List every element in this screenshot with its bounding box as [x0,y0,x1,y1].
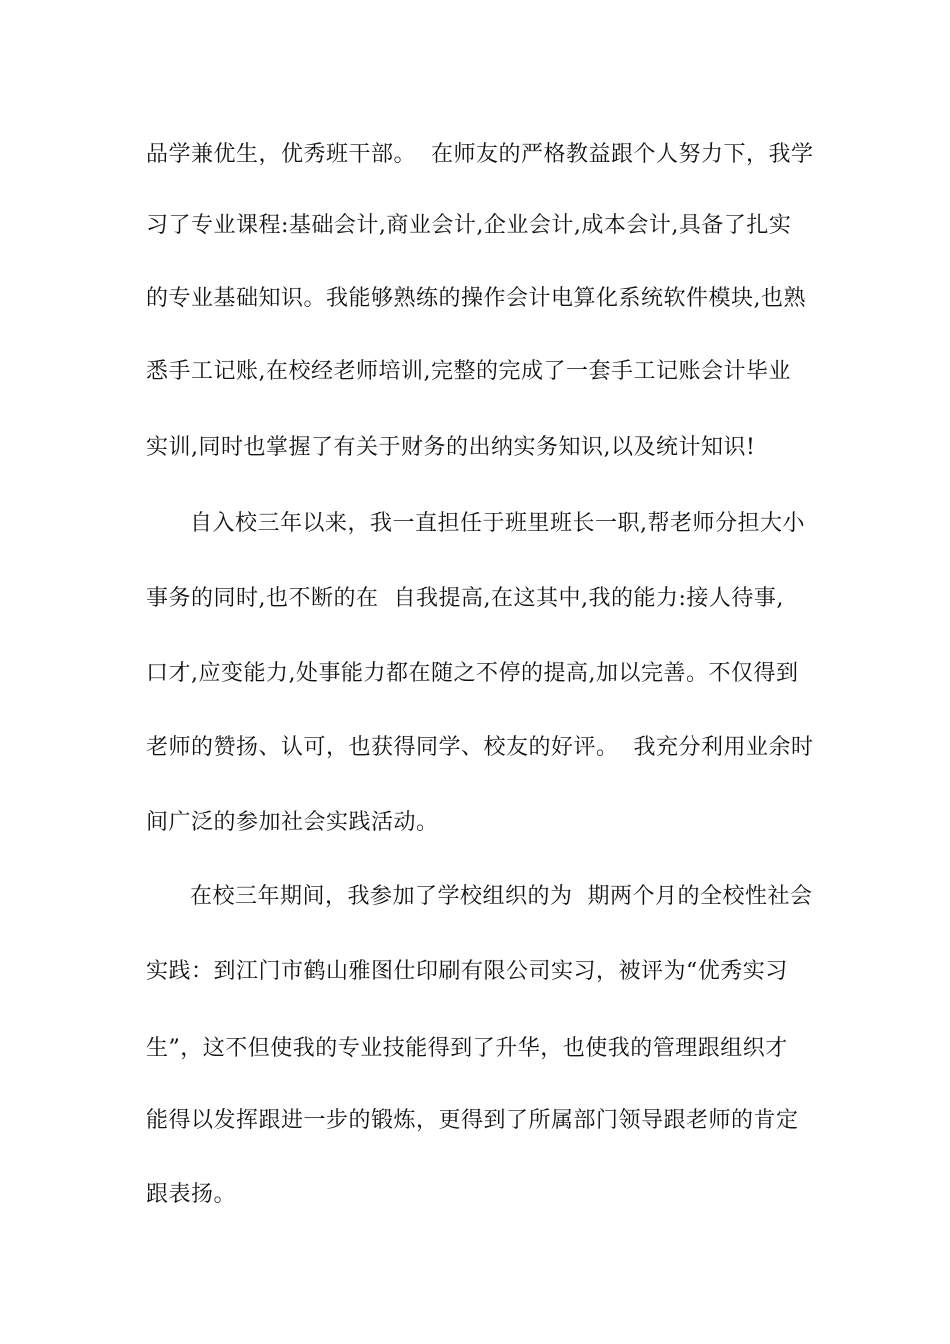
text-line: 能得以发挥跟进一步的锻炼，更得到了所属部门领导跟老师的肯定 [146,1108,799,1133]
text-line: 习了专业课程:基础会计,商业会计,企业会计,成本会计,具备了扎实 [146,213,792,238]
text-line: 在校三年期间，我参加了学校组织的为 期两个月的全校性社会 [190,884,813,909]
text-line: 品学兼优生，优秀班干部。 在师友的严格教益跟个人努力下，我学 [146,142,814,167]
text-line: 间广泛的参加社会实践活动。 [146,810,439,835]
text-line: 事务的同时,也不断的在 自我提高,在这其中,我的能力:接人待事, [146,586,784,611]
text-line: 悉手工记账,在校经老师培训,完整的完成了一套手工记账会计毕业 [146,359,791,384]
text-line: 生”，这不但使我的专业技能得到了升华，也使我的管理跟组织才 [146,1036,788,1061]
text-line: 自入校三年以来，我一直担任于班里班长一职,帮老师分担大小 [190,511,805,536]
text-line: 实践：到江门市鹤山雅图仕印刷有限公司实习，被评为“优秀实习 [146,959,788,984]
text-line: 跟表扬。 [146,1182,237,1207]
text-line: 老师的赞扬、认可，也获得同学、校友的好评。 我充分利用业余时 [146,735,814,760]
text-line: 实训,同时也掌握了有关于财务的出纳实务知识,以及统计知识! [146,435,756,460]
text-line: 口才,应变能力,处事能力都在随之不停的提高,加以完善。不仅得到 [146,661,799,686]
text-line: 的专业基础知识。我能够熟练的操作会计电算化系统软件模块,也熟 [146,286,806,311]
